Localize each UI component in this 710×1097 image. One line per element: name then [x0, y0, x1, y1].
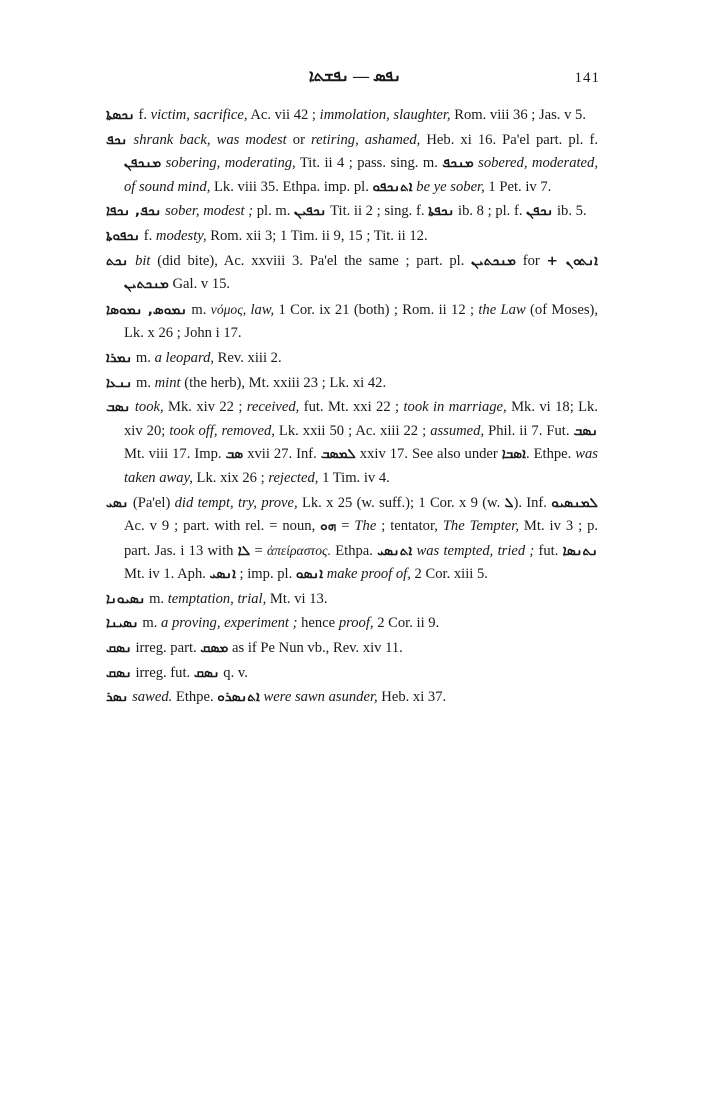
italic-gloss: assumed, [430, 422, 485, 439]
italic-gloss: shrank back, was modest [133, 131, 287, 148]
entry-text: . Ethpe. [525, 446, 576, 463]
headword: ܢܣܩ [106, 640, 132, 657]
italic-gloss: proof, [338, 615, 374, 632]
entry-text: 1 Pet. iv 7. [484, 178, 552, 195]
headword: ܢܣܝ [106, 494, 129, 511]
entry-text: xxiv 17. See also under [355, 446, 502, 463]
headword: ܢܡܘܣ, ܢܡܘܣܐ [106, 301, 188, 318]
entry [106, 104, 598, 128]
headword: ܢܣܪ [106, 689, 129, 706]
syriac-word: ܡܢܟܬܝܢ [471, 252, 516, 269]
italic-gloss: did tempt, try, prove, [174, 494, 298, 511]
syriac-word: ܢܟܦܝܢ [294, 203, 327, 220]
headword: ܢܣܩ [106, 664, 132, 681]
italic-gloss: mint [154, 374, 181, 391]
italic-gloss: received, [246, 399, 300, 416]
entry [106, 686, 598, 710]
italic-gloss: be ye sober, [416, 178, 485, 195]
entry-text: Ac. v 9 ; part. with rel. = noun, [124, 518, 321, 535]
entry-text: Ac. vii 42 ; [247, 107, 320, 123]
syriac-word: ܐܢܣܝ [209, 566, 236, 583]
entry-text: Heb. xi 37. [377, 689, 447, 706]
italic-gloss: victim, sacrifice, [150, 107, 248, 123]
italic-gloss: took in marriage, [403, 399, 507, 416]
entry-text: Mt. vi 13. [266, 590, 328, 607]
syriac-word: ܐܣܒܐ [501, 446, 526, 463]
syriac-word: ܢܣܒ [573, 422, 598, 439]
entry-text: f. [140, 227, 156, 244]
entry-text: Mt. viii 17. Imp. [124, 446, 226, 463]
syriac-word: ܐܬܢܣܪܘ [217, 689, 260, 706]
italic-gloss: immolation, slaughter, [319, 107, 451, 123]
italic-gloss: law, [250, 301, 275, 318]
syriac-word: ܗܘ [320, 518, 337, 535]
entry-text: Rom. viii 36 ; Jas. v 5. [450, 107, 586, 123]
entry-list [106, 104, 598, 711]
syriac-word: ܠܡܢܣܝܘ [551, 494, 598, 511]
entry-text: Gal. v 15. [168, 276, 231, 293]
entry-text: irreg. part. [131, 640, 201, 657]
entry-text: Mt. iv 1. Aph. [124, 566, 210, 583]
italic-gloss: sober, modest ; [165, 203, 254, 220]
entry-text: 2 Cor. xiii 5. [410, 566, 488, 583]
entry-text: m. [138, 615, 162, 632]
italic-gloss: temptation, trial, [167, 590, 267, 607]
entry-text: ib. 8 ; pl. f. [454, 203, 527, 220]
syriac-word: ܐܬܢܟܦܘ [372, 178, 413, 195]
entry [106, 298, 598, 346]
entry-text: Heb. xi 16. Pa'el part. pl. f. [420, 131, 598, 148]
headword: ܢܡܪܐ [106, 349, 133, 366]
entry [106, 129, 598, 200]
entry [106, 612, 598, 636]
entry-text: (of Moses), Lk. x 26 ; John i 17. [124, 301, 599, 342]
page-number: 141 [574, 70, 600, 86]
entry-text: 1 Tim. iv 4. [318, 469, 390, 486]
italic-gloss: modesty, [155, 227, 207, 244]
italic-gloss: The [354, 518, 377, 535]
italic-gloss: sobered, moderated, of sound mind, [124, 155, 598, 195]
entry [106, 396, 598, 490]
entry-text: ib. 5. [553, 203, 587, 220]
entry-text: Lk. x 25 (w. suff.); 1 Cor. x 9 (w. [297, 494, 505, 511]
italic-gloss: took, [134, 399, 164, 416]
entry [106, 250, 598, 297]
headword: ܢܢܥܐ [106, 374, 133, 391]
syriac-word: ܠܐ [237, 542, 251, 559]
italic-gloss: sobering, moderating, [165, 155, 296, 172]
entry-text: (did bite), Ac. xxviii 3. Pa'el the same ; part. pl. [150, 252, 472, 269]
syriac-word: ܐܢܬܘܢ + ܡܢܟܬܝܢ [124, 252, 598, 293]
italic-gloss: make proof of, [326, 566, 411, 583]
headword: ܢܣܝܢܐ [106, 615, 139, 632]
syriac-word: ܠ [504, 494, 514, 511]
running-title: ܢܦܣ — ܢܦܫܬܐ [308, 68, 402, 85]
syriac-word: ܠܡܣܒ [320, 446, 356, 463]
headword: ܢܟܣܬܐ [106, 107, 135, 123]
entry-text: m. [187, 301, 211, 318]
entry-text: ; imp. pl. [235, 566, 296, 583]
entry-text: m. [132, 349, 155, 366]
syriac-word: ܣܒ [225, 446, 244, 463]
italic-gloss: was tempted, tried ; [416, 542, 535, 559]
entry-text: 2 Cor. ii 9. [373, 615, 440, 632]
entry-text: (Pa'el) [128, 494, 175, 511]
entry-text: or [286, 131, 312, 148]
entry-text: fut. Mt. xxi 22 ; [299, 399, 404, 416]
entry-text: Mk. xiv 22 ; [163, 399, 247, 416]
entry-text: hence [297, 615, 339, 632]
entry-text: Ethpe. [172, 689, 218, 706]
entry-text: (the herb), Mt. xxiii 23 ; Lk. xi 42. [180, 374, 387, 391]
syriac-word: ܡܢܟܦ [442, 155, 474, 172]
entry-text: Tit. ii 2 ; sing. f. [326, 203, 429, 220]
entry-text: m. [132, 374, 155, 391]
greek-word: νόμος, [210, 301, 247, 317]
headword: ܢܣܝܘܢܐ [106, 590, 146, 607]
entry [106, 200, 598, 224]
entry-text: Ethpa. [330, 542, 378, 559]
headword: ܢܟܬ [106, 252, 129, 269]
syriac-word: ܢܟܦܬܐ [428, 203, 455, 220]
entry-text: pl. m. [253, 203, 295, 220]
entry [106, 347, 598, 371]
entry [106, 225, 598, 249]
italic-gloss: bit [135, 252, 151, 269]
syriac-word: ܡܣܩ [200, 640, 229, 657]
running-head [110, 68, 600, 92]
entry [106, 588, 598, 612]
headword: ܢܟܦ, ܢܟܦܐ [106, 203, 162, 220]
headword: ܢܣܒ [106, 399, 131, 416]
entry [106, 637, 598, 661]
syriac-word: ܢܣܩ [193, 664, 220, 681]
italic-gloss: was taken away, [124, 446, 598, 486]
entry-text: irreg. fut. [131, 664, 194, 681]
syriac-word: ܢܟܦܢ [526, 203, 554, 220]
entry-text: Rom. xii 3; 1 Tim. ii 9, 15 ; Tit. ii 12. [206, 227, 428, 244]
entry [106, 372, 598, 396]
entry [106, 662, 598, 686]
entry-text: Mt. iv 3 ; p. part. Jas. i 13 with [124, 518, 599, 559]
entry-text: as if Pe Nun vb., Rev. xiv 11. [228, 640, 403, 657]
entry-text: fut. [534, 542, 563, 559]
entry-text: Phil. ii 7. Fut. [484, 422, 574, 439]
entry-text: Mk. vi 18; Lk. xiv 20; [124, 399, 598, 439]
entry-text: ; tentator, [376, 518, 443, 535]
italic-gloss: a proving, experiment ; [161, 615, 298, 632]
syriac-word: ܐܢܣܘ [295, 566, 324, 583]
entry-text: m. [145, 590, 168, 607]
entry-text: = [250, 542, 267, 559]
entry-text: Lk. xxii 50 ; Ac. xiii 22 ; [274, 422, 431, 439]
entry-text: Lk. viii 35. Ethpa. imp. pl. [210, 178, 373, 195]
entry [106, 492, 598, 587]
entry-text: 1 Cor. ix 21 (both) ; Rom. ii 12 ; [274, 301, 479, 318]
entry-text: Tit. ii 4 ; pass. sing. m. [295, 155, 443, 172]
greek-word: ἀπείραστος. [266, 542, 331, 558]
headword: ܢܟܦܘܬܐ [106, 227, 141, 244]
entry-text: xvii 27. Inf. [243, 446, 321, 463]
entry-text: for [515, 252, 547, 269]
italic-gloss: The Tempter, [442, 518, 519, 535]
italic-gloss: sawed. [132, 689, 173, 706]
italic-gloss: took off, removed, [169, 422, 275, 439]
italic-gloss: retiring, ashamed, [311, 131, 421, 148]
italic-gloss: were sawn asunder, [263, 689, 378, 706]
syriac-word: ܡܢܟܦܢ [124, 155, 162, 172]
italic-gloss: rejected, [268, 469, 319, 486]
syriac-word: ܢܬܢܣܐ [562, 542, 598, 559]
italic-gloss: a leopard, [154, 349, 215, 366]
entry-text: Lk. xix 26 ; [192, 469, 269, 486]
entry-text: f. [134, 107, 151, 123]
syriac-word: ܐܬܢܣܝ [377, 542, 413, 559]
italic-gloss: the Law [478, 301, 526, 318]
entry-text: ). Inf. [513, 494, 552, 511]
entry-text: Rev. xiii 2. [214, 349, 282, 366]
entry-text: = [336, 518, 355, 535]
entry-text: q. v. [219, 664, 248, 681]
headword: ܢܟܦ [106, 131, 128, 148]
